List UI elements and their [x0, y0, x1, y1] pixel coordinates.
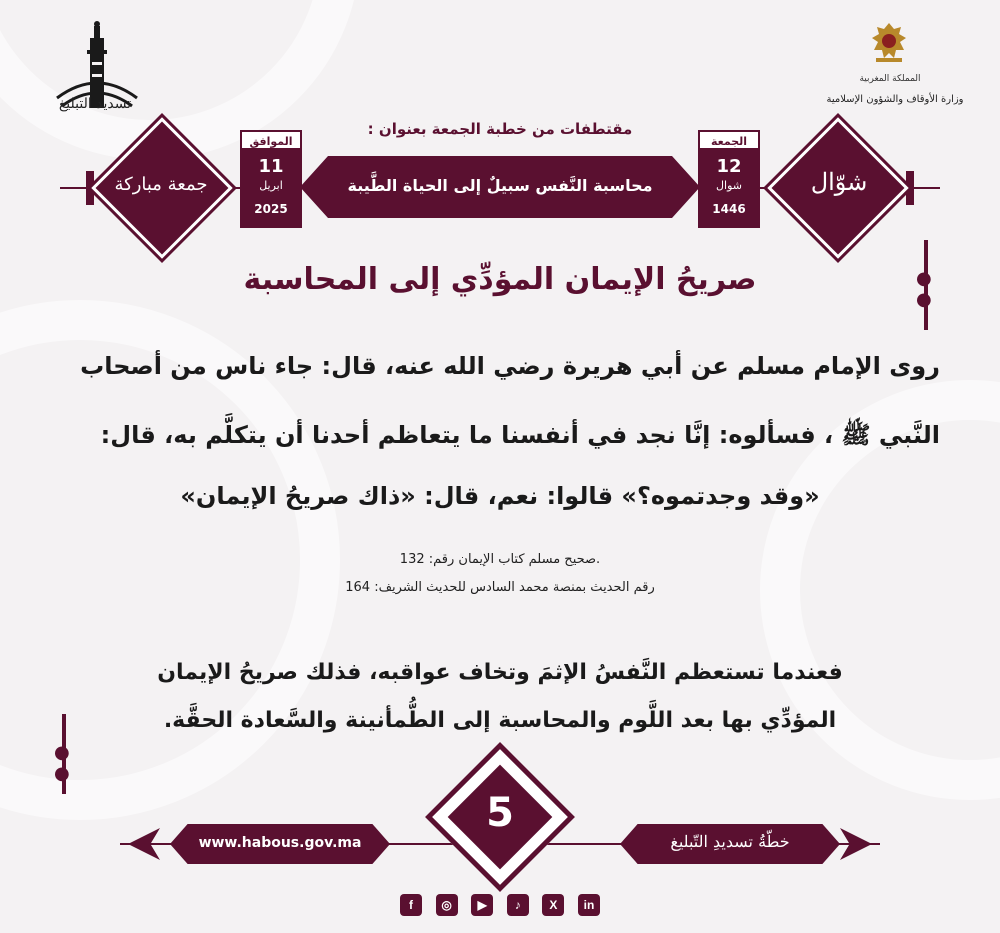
hijri-year: 1446: [712, 202, 746, 216]
royal-emblem-icon: [866, 20, 912, 66]
hijri-month: شوال: [716, 179, 742, 192]
hadith-line-1: روى الإمام مسلم عن أبي هريرة رضي الله عنه، قال: جاء ناس من أصحاب: [80, 352, 940, 380]
social-links: [400, 894, 600, 916]
gregorian-date-label: الموافق: [240, 130, 302, 150]
lesson-line-2: المؤدِّي بها بعد اللَّوم والمحاسبة إلى الطُّمأنينة والسَّعادة الحقَّة.: [163, 708, 837, 733]
shawwal-text: شوّال: [810, 168, 868, 196]
ministry-name: وزارة الأوقاف والشؤون الإسلامية: [826, 94, 964, 105]
banner-heading: مقتطفات من خطبة الجمعة بعنوان :: [367, 120, 633, 138]
decorative-dots-icon: ● ●: [916, 268, 932, 310]
lesson-line-1: فعندما تستعظم النَّفسُ الإثمَ وتخاف عواقبه، فذلك صريحُ الإيمان: [157, 660, 843, 685]
x-icon[interactable]: X: [542, 894, 564, 916]
hadith-reference-2: رقم الحديث بمنصة محمد السادس للحديث الشريف: 164: [345, 580, 655, 595]
plan-name: خطّةُ تسديدِ التّبليغ: [670, 832, 790, 851]
decorative-dots-icon: ● ●: [54, 742, 70, 784]
hadith-reference-1: .صحيح مسلم كتاب الإيمان رقم: 132: [399, 552, 601, 567]
jumua-mubaraka-text: جمعة مباركة: [114, 174, 208, 195]
khutba-title: محاسبة النَّفس سبيلٌ إلى الحياة الطَّيبة: [347, 176, 653, 195]
mosque-logo-label: تسديد التبليغ: [58, 96, 132, 112]
hijri-date-label: الجمعة: [698, 130, 760, 150]
hijri-date-box: [698, 130, 760, 228]
hijri-day: 12: [716, 156, 742, 177]
website-link[interactable]: www.habous.gov.ma: [198, 835, 362, 851]
gregorian-month: ابريل: [259, 179, 283, 192]
instagram-icon[interactable]: ◎: [436, 894, 458, 916]
kingdom-label: المملكة المغربية: [859, 74, 921, 84]
khutba-number: 5: [486, 790, 514, 836]
gregorian-date-box: [240, 130, 302, 228]
gregorian-year: 2025: [254, 202, 288, 216]
hadith-line-3: «وقد وجدتموه؟» قالوا: نعم، قال: «ذاك صريحُ الإيمان»: [180, 482, 820, 510]
tiktok-icon[interactable]: ♪: [507, 894, 529, 916]
facebook-icon[interactable]: f: [400, 894, 422, 916]
section-title: صريحُ الإيمان المؤدِّي إلى المحاسبة: [243, 262, 757, 297]
youtube-icon[interactable]: ▶: [471, 894, 493, 916]
linkedin-icon[interactable]: in: [578, 894, 600, 916]
gregorian-day: 11: [258, 156, 284, 177]
hadith-line-2: النَّبي ﷺ ، فسألوه: إنَّا نجد في أنفسنا ما يتعاظم أحدنا أن يتكلَّم به، قال:: [100, 421, 940, 449]
